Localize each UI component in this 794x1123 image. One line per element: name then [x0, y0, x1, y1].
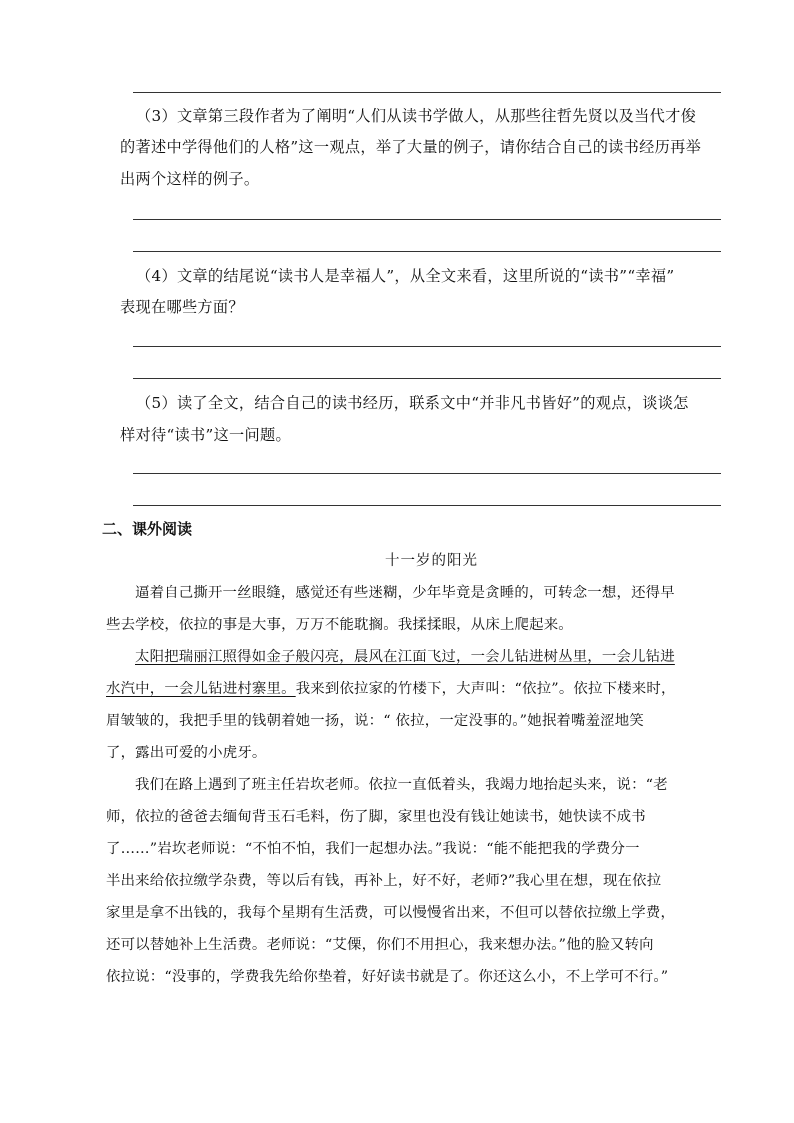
- story-line: 眉皱皱的，我把手里的钱朝着她一扬，说：“ 依拉，一定没事的。”她抿着嘴羞涩地笑: [106, 713, 644, 729]
- question-3-line-1: （3）文章第三段作者为了阐明“人们从读书学做人，从那些往哲先贤以及当代才俊: [136, 107, 697, 125]
- story-line: 逼着自己撕开一丝眼缝，感觉还有些迷糊，少年毕竟是贪睡的，可转念一想，还得早: [135, 585, 675, 601]
- answer-line: [133, 505, 721, 506]
- story-line: 我们在路上遇到了班主任岩坎老师。依拉一直低着头，我竭力地抬起头来，说：“老: [135, 777, 668, 793]
- question-3-line-3: 出两个这样的例子。: [120, 170, 260, 188]
- answer-line: [133, 378, 721, 379]
- story-line: 还可以替她补上生活费。老师说：“艾傈，你们不用担心，我来想办法。”他的脸又转向: [106, 937, 654, 953]
- story-text: 我来到依拉家的竹楼下，大声叫：“依拉”。依拉下楼来时，: [295, 681, 676, 697]
- answer-line: [133, 346, 721, 347]
- story-line: 师，依拉的爸爸去缅甸背玉石毛料，伤了脚，家里也没有钱让她读书，她快读不成书: [106, 809, 646, 825]
- question-4-line-1: （4）文章的结尾说“读书人是幸福人”，从全文来看，这里所说的“读书”“幸福”: [136, 267, 675, 285]
- answer-line: [133, 473, 721, 474]
- question-5-line-1: （5）读了全文，结合自己的读书经历，联系文中“并非凡书皆好”的观点，谈谈怎: [136, 394, 689, 412]
- story-line: 了……”岩坎老师说：“不怕不怕，我们一起想办法。”我说：“能不能把我的学费分一: [106, 841, 640, 857]
- story-line: 些去学校，依拉的事是大事，万万不能耽搁。我揉揉眼，从床上爬起来。: [106, 617, 573, 633]
- answer-line: [133, 92, 721, 93]
- story-line: 了，露出可爱的小虎牙。: [106, 745, 267, 761]
- story-line: [106, 679, 676, 699]
- story-title: 十一岁的阳光: [385, 553, 478, 569]
- story-line: 家里是拿不出钱的，我每个星期有生活费，可以慢慢省出来，不但可以替依拉缴上学费，: [106, 905, 676, 921]
- question-4-line-2: 表现在哪些方面？: [120, 298, 244, 316]
- section-heading: 二、课外阅读: [102, 520, 193, 538]
- underlined-text: 水汽中，一会儿钻进村寨里。: [106, 681, 296, 697]
- answer-line: [133, 251, 721, 252]
- question-5-line-2: 样对待“读书”这一问题。: [120, 426, 292, 444]
- story-line: 依拉说：“没事的，学费我先给你垫着，好好读书就是了。你还这么小，不上学可不行。”: [106, 969, 669, 985]
- answer-line: [133, 219, 721, 220]
- question-3-line-2: 的著述中学得他们的人格”这一观点，举了大量的例子，请你结合自己的读书经历再举: [120, 138, 702, 156]
- story-line-underlined: 太阳把瑞丽江照得如金子般闪亮，晨风在江面飞过，一会儿钻进树丛里，一会儿钻进: [135, 649, 675, 665]
- story-line: 半出来给依拉缴学杂费，等以后有钱，再补上，好不好，老师?”我心里在想，现在依拉: [106, 873, 662, 889]
